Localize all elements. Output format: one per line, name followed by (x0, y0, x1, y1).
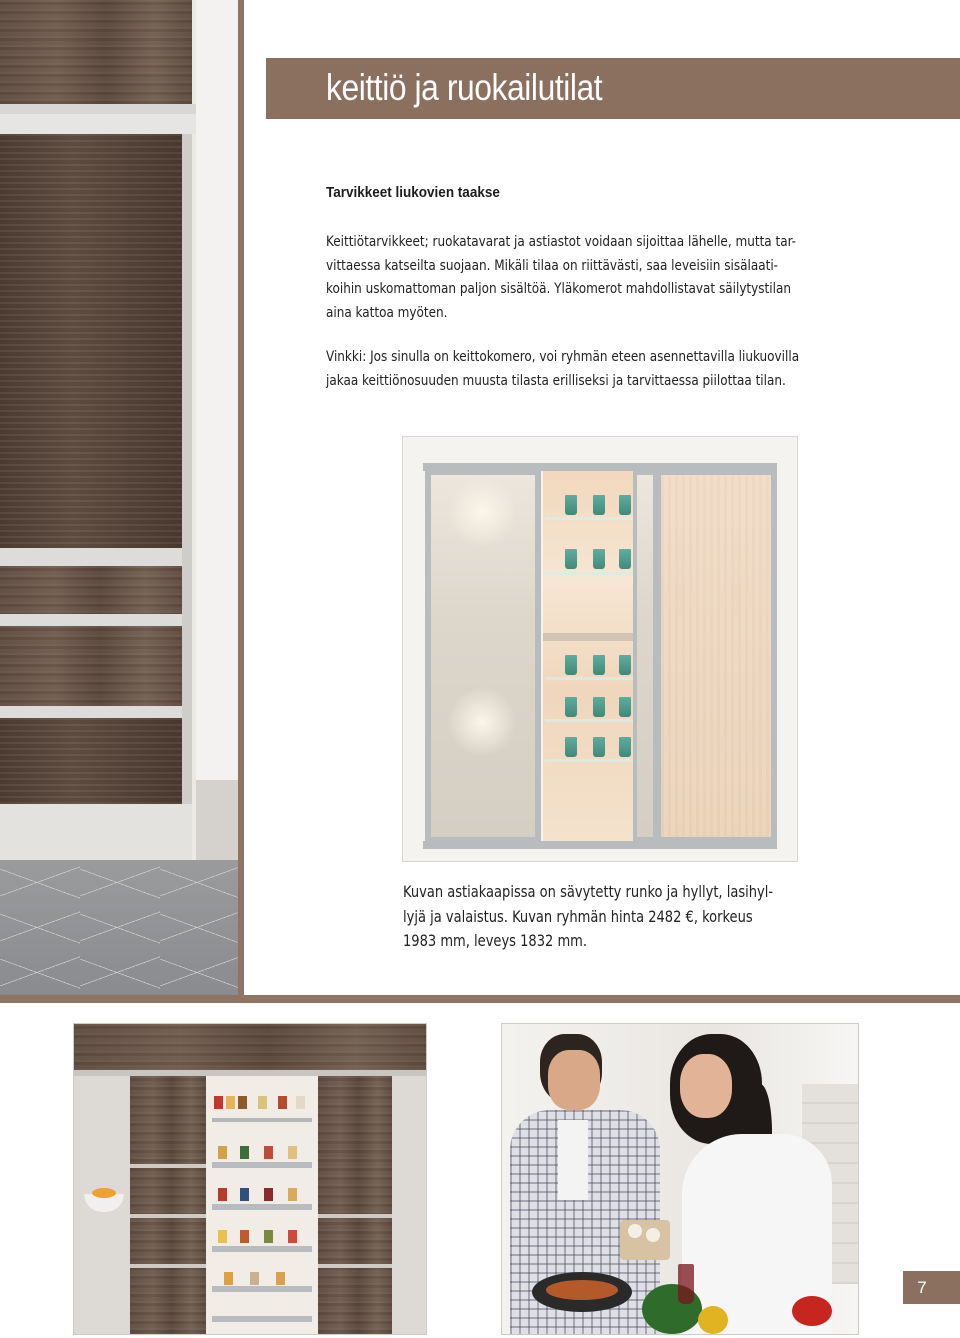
section-divider-band (0, 995, 960, 1003)
text-line: jakaa keittiönosuuden muusta tilasta erilliseksi ja tarvittaessa piilottaa tilan. (326, 372, 786, 389)
paragraph-tip (326, 346, 835, 393)
text-line: Vinkki: Jos sinulla on keittokomero, voi ryhmän eteen asennettavilla liukuovilla (326, 349, 800, 365)
photo-caption (403, 880, 801, 954)
paragraph-intro (326, 231, 831, 325)
pantry-cabinet-photo (73, 1023, 427, 1335)
text-line: aina kattoa myöten. (326, 304, 448, 321)
section-heading: Tarvikkeet liukovien taakse (326, 184, 500, 201)
page-title: keittiö ja ruokailutilat (326, 67, 603, 108)
text-line: koihin uskomattoman paljon sisältöä. Yläkomerot mahdollistavat säilytystilan (326, 281, 791, 297)
photo-divider-vertical (238, 0, 244, 1003)
text-line: Keittiötarvikkeet; ruokatavarat ja astiastot voidaan sijoittaa lähelle, mutta tar- (326, 234, 797, 250)
glass-cabinet-photo (402, 436, 798, 862)
wood-cabinet-photo (0, 0, 238, 995)
text-line: vittaessa katseilta suojaan. Mikäli tilaa on riittävästi, saa leveisiin sisälaati- (326, 257, 779, 274)
couple-cooking-photo (501, 1023, 859, 1335)
caption-line: Kuvan astiakaapissa on sävytetty runko ja hyllyt, lasihyl- (403, 883, 774, 901)
page-number: 7 (917, 1278, 927, 1297)
caption-line: 1983 mm, leveys 1832 mm. (403, 932, 588, 950)
caption-line: lyjä ja valaistus. Kuvan ryhmän hinta 2482 €, korkeus (403, 907, 753, 926)
